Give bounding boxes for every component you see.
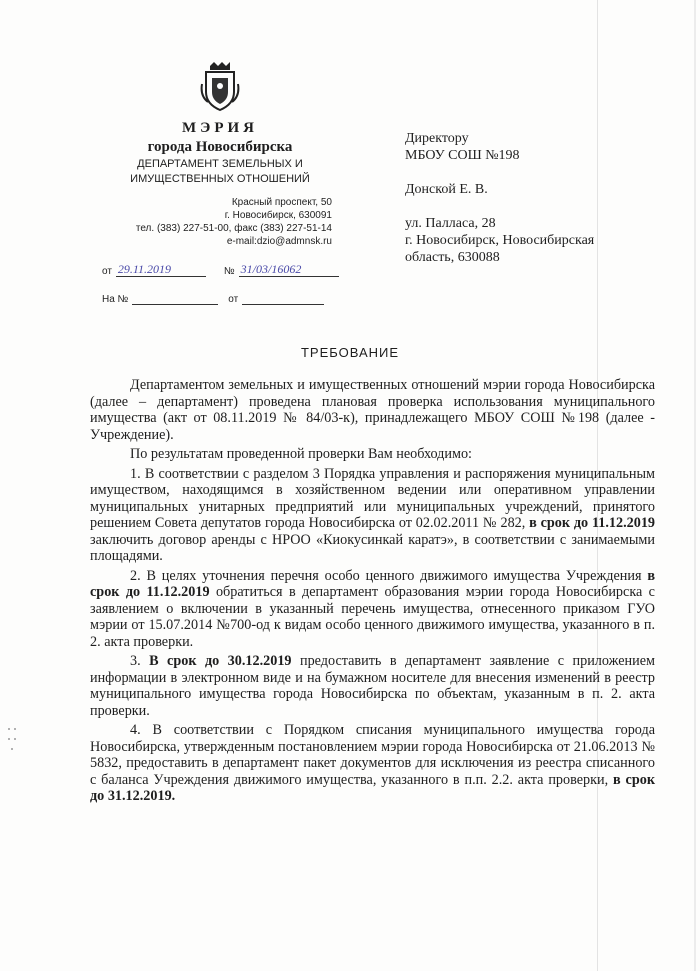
ref-from-label: от <box>102 266 112 277</box>
document-title: ТРЕБОВАНИЕ <box>300 345 400 360</box>
addressee-name: Донской Е. В. <box>405 182 488 197</box>
addressee-organization: МБОУ СОШ №198 <box>405 148 520 163</box>
document-body <box>90 377 655 808</box>
dept-line-1: ДЕПАРТАМЕНТ ЗЕМЕЛЬНЫХ И <box>137 158 303 170</box>
ref2-label: На № <box>102 294 129 305</box>
ref-date: 29.11.2019 <box>117 262 172 276</box>
item-2-text-a: 2. В целях уточнения перечня особо ценного движимого имущества Учреждения <box>130 567 648 584</box>
item-3-deadline: В срок до 30.12.2019 <box>149 653 292 669</box>
intro-paragraph: Департаментом земельных и имущественных отношений мэрии города Новосибирска (далее – департамент) проведена плановая проверка использования муниципального имущества (акт от 08.11.2019 № 84/03-к), принадлежащего МБОУ СОШ №198 (далее - Учреждение). <box>90 377 655 443</box>
addressee-city: г. Новосибирск, Новосибирская <box>405 233 595 248</box>
addressee-region: область, 630088 <box>405 250 500 265</box>
addressee-block <box>405 130 645 266</box>
org-city: города Новосибирска <box>147 139 293 155</box>
page-edge <box>694 0 696 971</box>
address-line-1: Красный проспект, 50 <box>231 197 332 208</box>
org-name: МЭРИЯ <box>182 120 258 136</box>
ref-number-field <box>239 262 339 277</box>
letterhead <box>90 62 350 248</box>
scan-edge-marks <box>6 725 20 755</box>
dept-line-2: ИМУЩЕСТВЕННЫХ ОТНОШЕНИЙ <box>130 173 310 185</box>
outgoing-ref-line <box>102 262 339 277</box>
item-3-text: предоставить в департамент заявление с приложением информации в электронном виде и на бумажном носителе для внесения изменений в реестр муниципального имущества города Новосибирска по объектам, указанным в п. 2. акта проверки. <box>90 653 655 719</box>
ref-no-label: № <box>223 266 235 277</box>
ref2-from-label: от <box>228 294 239 305</box>
item-1-text-b: заключить договор аренды с НРОО «Киокусинкай каратэ», в соответствии с занимаемыми площадями. <box>90 531 655 564</box>
item-2-deadline: в срок до 11.12.2019 <box>90 567 655 600</box>
item-3-number: 3. <box>130 653 150 669</box>
city-emblem-icon <box>200 62 240 112</box>
contacts <box>90 196 350 248</box>
item-1 <box>90 466 655 565</box>
item-3 <box>90 653 655 719</box>
ref2-date-field <box>242 290 324 305</box>
address-line-2: г. Новосибирск, 630091 <box>224 210 332 221</box>
phone-line: тел. (383) 227-51-00, факс (383) 227-51-14 <box>135 223 332 234</box>
ref2-number-field <box>132 290 218 305</box>
item-1-deadline: в срок до 11.12.2019 <box>529 515 656 531</box>
item-4-text: 4. В соответствии с Порядком списания муниципального имущества города Новосибирска, утвержденным постановлением мэрии города Новосибирска от 21.06.2013 № 5832, предоставить в департамент пакет документов для исключения из реестра списанного с баланса Учреждения движимого имущества, указанного в п.п. 2.2. акта проверки, <box>90 722 655 788</box>
scan-dots-icon <box>6 725 20 755</box>
item-4-deadline: в срок до 31.12.2019. <box>90 771 656 804</box>
ref-number: 31/03/16062 <box>240 262 302 276</box>
lead-paragraph: По результатам проведенной проверки Вам необходимо: <box>130 446 473 462</box>
incoming-ref-line <box>102 290 324 305</box>
addressee-position: Директору <box>405 131 469 146</box>
ref-date-field <box>116 262 206 277</box>
addressee-street: ул. Палласа, 28 <box>405 216 496 231</box>
item-2 <box>90 568 655 651</box>
item-2-text-b: обратиться в департамент образования мэрии города Новосибирска с заявлением о включении в указанный перечень имущества, отнесенного приказом ГУО мэрии от 15.07.2014 №700-од к видам особо ценного движимого имущества, указанного в п. 2. акта проверки. <box>90 584 655 650</box>
item-1-text-a: 1. В соответствии с разделом 3 Порядка управления и распоряжения муниципальным имуществом, находящимся в хозяйственном ведении или оперативном управлении муниципальных унитарных предприятий или муниципальных учреждений, принятого решением Совета депутатов города Новосибирска от 02.02.2011 № 282, <box>90 465 655 531</box>
item-4 <box>90 722 655 805</box>
email-line: e-mail:dzio@admnsk.ru <box>226 236 332 247</box>
